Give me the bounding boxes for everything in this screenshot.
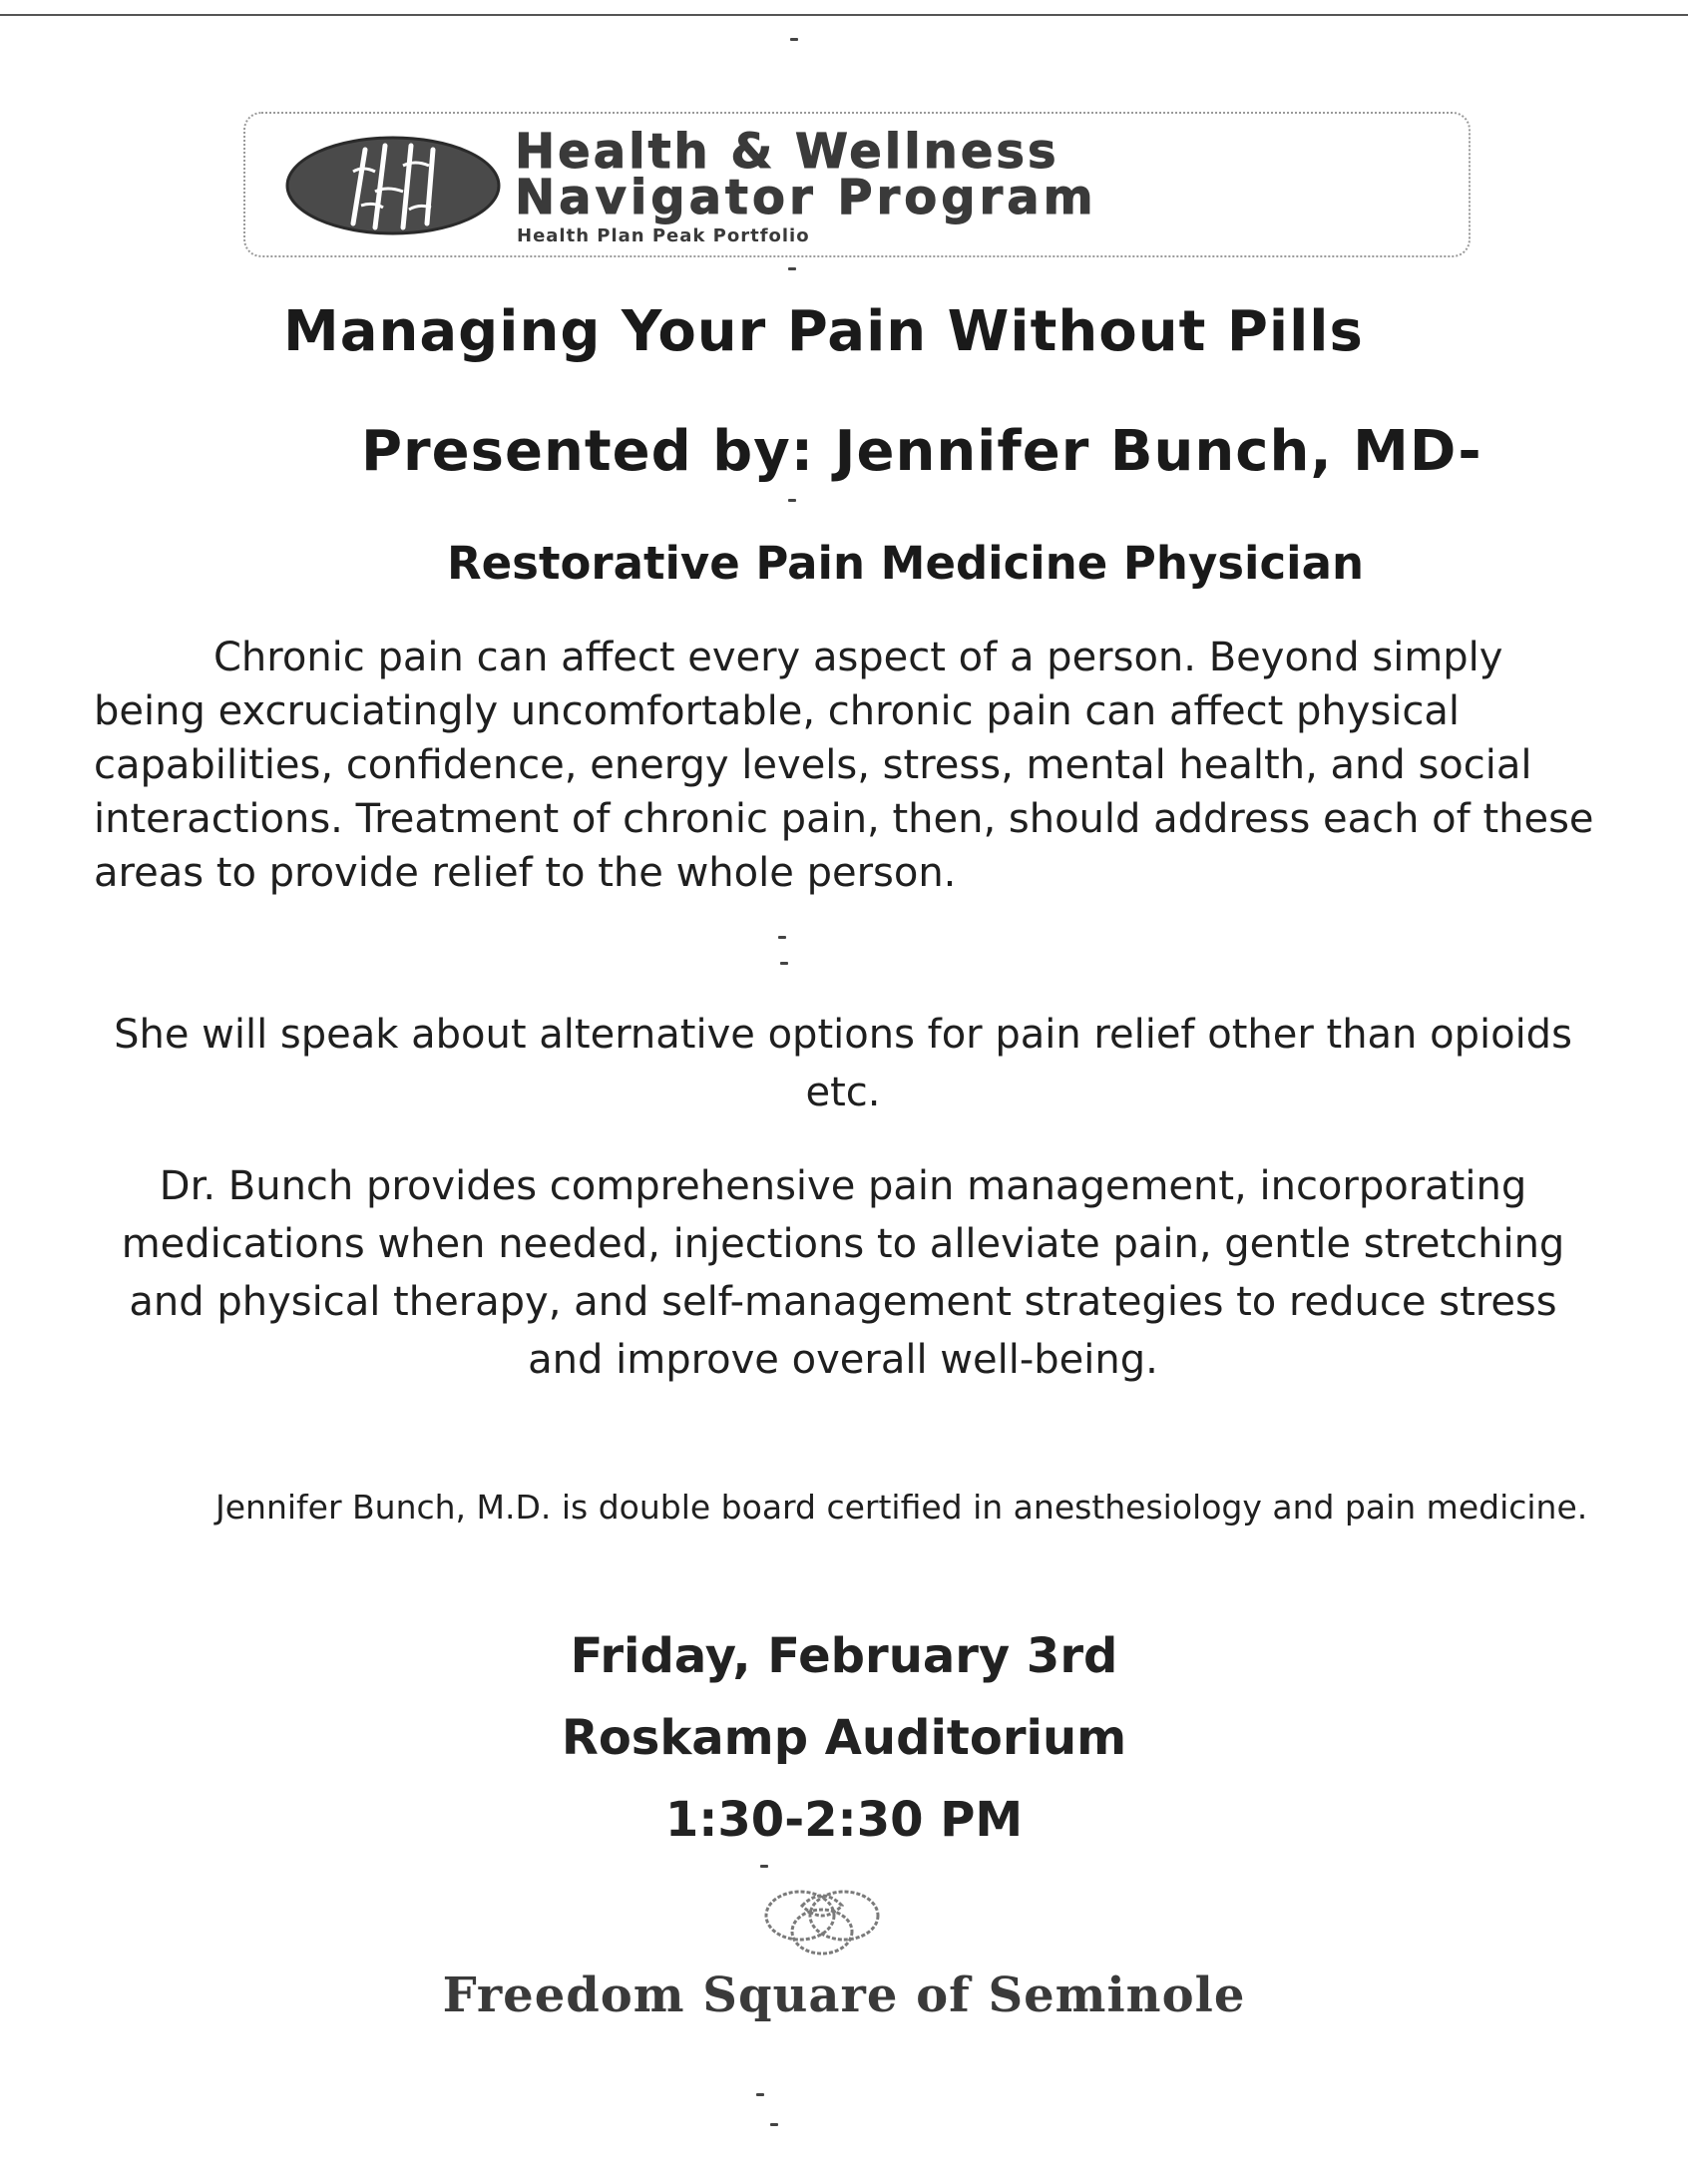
program-banner [243,112,1471,257]
scan-speck [790,38,798,41]
event-date: Friday, February 3rd [570,1628,1118,1684]
brand-subtitle: Health Plan Peak Portfolio [517,225,810,246]
scan-speck [756,2093,764,2096]
scan-speck [788,267,796,270]
scan-speck [760,1865,768,1868]
scan-speck [780,962,788,965]
scan-speck [788,499,796,502]
presenter-line: Presented by: Jennifer Bunch, MD- [361,419,1482,484]
brand-title-line2: Navigator Program [515,170,1097,225]
topic-paragraph: She will speak about alternative options for pain relief other than opioids etc. [114,1012,1572,1115]
scan-speck [770,2123,778,2126]
event-location: Roskamp Auditorium [561,1710,1127,1766]
program-logo-icon [283,132,503,239]
presenter-role: Restorative Pain Medicine Physician [447,537,1364,590]
event-time: 1:30-2:30 PM [664,1792,1024,1848]
flyer-title: Managing Your Pain Without Pills [283,299,1364,364]
services-paragraph: Dr. Bunch provides comprehensive pain management, incorporating medications when needed, injections to alleviate pain, gentle stretching and physical therapy, and self-management strategies to reduce stress and improve overall well-being. [121,1163,1565,1383]
intro-paragraph: Chronic pain can affect every aspect of a person. Beyond simply being excruciatingly uncomfortable, chronic pain can affect physical capabilities, confidence, energy levels, stress, mental health, and social interactions. Treatment of chronic pain, then, should address each of these areas to provide relief to the whole person. [94,635,1594,896]
celtic-knot-icon [752,1876,892,1966]
certification-paragraph: Jennifer Bunch, M.D. is double board certified in anesthesiology and pain medicine. [215,1488,1588,1527]
scan-speck [778,936,786,939]
footer-brand: Freedom Square of Seminole [442,1967,1246,2023]
top-rule [0,14,1688,16]
brand-title-line1: Health & Wellness [515,124,1059,180]
